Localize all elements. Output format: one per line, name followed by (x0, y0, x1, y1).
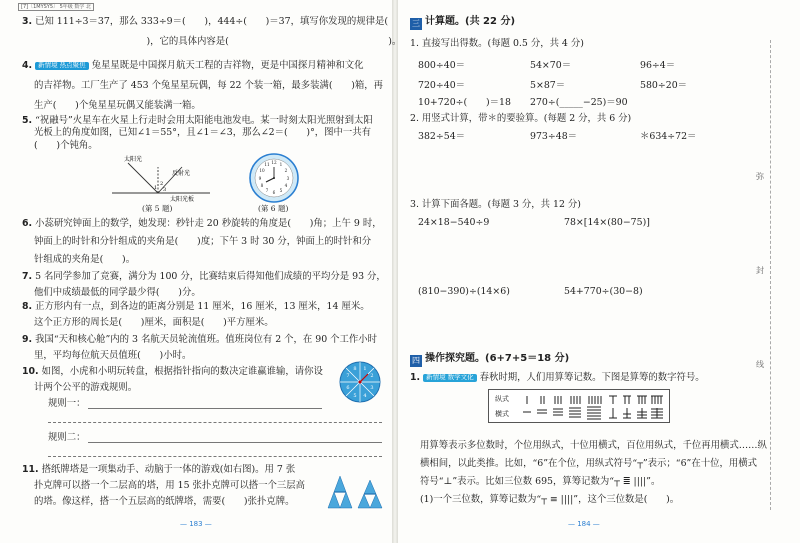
svg-text:11: 11 (264, 162, 270, 167)
q6-line2: 钟面上的时针和分针组成的夹角是( )度；下午 3 时 30 分，钟面上的时针和分 (34, 236, 372, 247)
header-tag: [7]〔1MYSY5〕 5年级 数学 北 (18, 4, 97, 10)
seal-char-1: 弥 (756, 172, 764, 181)
q4-line1: 4. 新情境 热点聚焦 兔星星既是中国探月航天工程的吉祥物，更是中国探月精神和文化 (22, 60, 364, 71)
rule1-label: 规则一： (48, 398, 86, 409)
hot-topic-badge: 新情境 热点聚焦 (35, 62, 89, 70)
fig6-caption: (第 6 题) (258, 204, 289, 213)
svg-text:1: 1 (279, 162, 283, 167)
panel-label: 太阳光板 (170, 196, 195, 203)
q6-line3: 针组成的夹角是( )。 (34, 254, 136, 265)
q5-line1: 5. “祝融号”火星车在火星上行走时会用太阳能电池发电。某一时刻太阳光照射到太阳 (22, 115, 373, 126)
svg-text:5: 5 (353, 393, 357, 399)
q6-line1: 6. 小蕊研究钟面上的数学，她发现：秒针走 20 秒旋转的角度是( )角；上午 9 时， (22, 218, 382, 229)
p3-item-4: 54+770÷(30−8) (564, 286, 643, 297)
svg-text:1: 1 (154, 185, 158, 191)
clock-icon (248, 152, 300, 204)
p1-item-3: 96÷4＝ (640, 60, 676, 71)
rule2-label: 规则二： (48, 432, 86, 443)
p1-item-8: 270÷(_____−25)＝90 (530, 97, 628, 108)
p3-item-2: 78×[14×(80−75)] (564, 217, 650, 228)
svg-text:7: 7 (346, 373, 350, 379)
rule1-answer-line-2[interactable] (48, 422, 382, 423)
p1-item-2: 54×70＝ (530, 60, 572, 71)
q5-line3: ( )个钝角。 (34, 140, 98, 151)
svg-text:1: 1 (363, 366, 367, 372)
section3-icon: 三 (412, 19, 420, 28)
p3-item-1: 24×18−540÷9 (418, 217, 490, 228)
section3-header: 三 计算题。(共 22 分) (412, 16, 516, 28)
svg-text:8: 8 (260, 183, 264, 188)
section4-header: 四 操作探究题。(6+7+5＝18 分) (412, 353, 570, 365)
p1-title: 1. 直接写出得数。(每题 0.5 分，共 4 分) (410, 38, 584, 49)
svg-text:7: 7 (265, 188, 269, 193)
q8-line1: 8. 正方形内有一点，到各边的距离分别是 11 厘米，16 厘米，13 厘米，14 厘米。 (22, 301, 370, 312)
q10-line1: 10. 如图，小虎和小明玩转盘，根据指针指向的数决定谁赢谁输，请你设 (22, 366, 323, 377)
card-tower-icon (324, 466, 388, 510)
svg-text:2: 2 (284, 168, 288, 173)
q3-line2: )，它的具体内容是( )。 (34, 36, 402, 47)
rule2-answer-line[interactable] (88, 442, 382, 443)
svg-text:9: 9 (258, 176, 262, 181)
svg-text:3: 3 (163, 187, 167, 193)
s4-q1-line2: 用算筹表示多位数时，个位用纵式，十位用横式，百位用纵式，千位再用横式……纵 (420, 440, 767, 451)
q11-line1: 11. 搭纸牌塔是一项集动手、动脑于一体的游戏(如右图)。用 7 张 (22, 464, 296, 475)
rod-symbols (523, 392, 667, 422)
s4-q1-line5: (1)一个三位数，算筹记数为“┬ ≡ ||||”，这个三位数是( )。 (420, 494, 680, 505)
svg-text:10: 10 (259, 168, 265, 173)
sun-label: 太阳光 (124, 156, 143, 163)
p1-item-7: 10+720÷( )＝18 (418, 97, 511, 108)
section4-icon: 四 (412, 356, 420, 365)
counting-rods-table (488, 389, 670, 423)
rule2-answer-line-2[interactable] (48, 456, 382, 457)
p2-title: 2. 用竖式计算，带＊的要验算。(每题 2 分，共 6 分) (410, 113, 632, 124)
q4-line3: 生产( )个兔星星玩偶又能装满一箱。 (34, 100, 201, 111)
q7-line2: 他们中成绩最低的同学最少得( )分。 (34, 287, 201, 298)
seal-char-3: 线 (756, 360, 764, 369)
seal-char-2: 封 (756, 266, 764, 275)
right-page-number: — 184 — (568, 520, 600, 528)
reflect-label: 反射光 (172, 170, 191, 177)
math-culture-badge: 新情境 数学文化 (423, 374, 477, 382)
svg-text:6: 6 (346, 385, 350, 391)
svg-text:2: 2 (370, 373, 374, 379)
svg-text:4: 4 (284, 183, 288, 188)
angle-figure (110, 155, 220, 205)
q5-line2: 光板上的角度如图，已知∠1＝55°，且∠1＝∠3，那么∠2＝( )°，图中一共有 (34, 127, 372, 138)
p2-item-1: 382÷54＝ (418, 131, 466, 142)
p1-item-4: 720÷40＝ (418, 80, 466, 91)
p1-item-6: 580÷20＝ (640, 80, 688, 91)
q4-line2: 的吉祥物。工厂生产了 453 个兔星星玩偶，每 22 个装一箱，最多装满( )箱，再 (34, 80, 384, 91)
svg-text:12: 12 (271, 160, 277, 165)
svg-text:5: 5 (279, 188, 283, 193)
q10-line2: 计两个公平的游戏规则。 (34, 382, 138, 393)
q9-line2: 里，平均每位航天员值班( )小时。 (34, 350, 192, 361)
p3-title: 3. 计算下面各题。(每题 3 分，共 12 分) (410, 199, 581, 210)
p2-item-3: ＊634÷72＝ (640, 131, 697, 142)
q7-line1: 7. 5 名同学参加了竞赛，满分为 100 分，比赛结束后得知他们成绩的平均分是 93 分， (22, 271, 386, 282)
p3-item-3: (810−390)÷(14×6) (418, 286, 510, 297)
rule1-answer-line[interactable] (88, 408, 322, 409)
s4-q1-line1: 1. 新情境 数学文化 春秋时期，人们用算筹记数。下图是算筹的数字符号。 (410, 372, 705, 383)
p1-item-5: 5×87＝ (530, 80, 566, 91)
svg-text:8: 8 (353, 366, 357, 372)
svg-text:4: 4 (363, 393, 367, 399)
left-page-number: — 183 — (180, 520, 212, 528)
svg-text:6: 6 (272, 190, 276, 195)
heng-label: 横式 (495, 410, 509, 418)
q8-line2: 这个正方形的周长是( )厘米，面积是( )平方厘米。 (34, 317, 274, 328)
spinner-icon (338, 360, 382, 404)
seal-line (770, 40, 771, 510)
p1-item-1: 800÷40＝ (418, 60, 466, 71)
q11-line2: 扑克牌可以搭一个二层高的塔，用 15 张扑克牌可以搭一个三层高 (34, 480, 306, 491)
p2-item-2: 973÷48＝ (530, 131, 578, 142)
s4-q1-line3: 横相间，以此类推。比如，“6”在个位，用纵式符号“┬”表示；“6”在十位，用横式 (420, 458, 757, 469)
q9-line1: 9. 我国“天和核心舱”内的 3 名航天员轮流值班。值班岗位有 2 个，在 90 个工作小时 (22, 334, 378, 345)
s4-q1-line4: 符号“⊥”表示。比如三位数 695，算筹记数为“┬ ≣ ||||”。 (420, 476, 661, 487)
q11-line3: 的塔。像这样，搭一个五层高的纸牌塔，需要( )张扑克牌。 (34, 496, 295, 507)
q3-line1: 3. 已知 111÷3＝37，那么 333÷9＝( )，444÷( )＝37，填写你发现的规律是( (22, 16, 388, 27)
svg-text:2: 2 (160, 181, 164, 187)
svg-text:3: 3 (370, 385, 374, 391)
svg-text:3: 3 (286, 176, 290, 181)
fig5-caption: (第 5 题) (142, 204, 173, 213)
zong-label: 纵式 (495, 395, 509, 403)
